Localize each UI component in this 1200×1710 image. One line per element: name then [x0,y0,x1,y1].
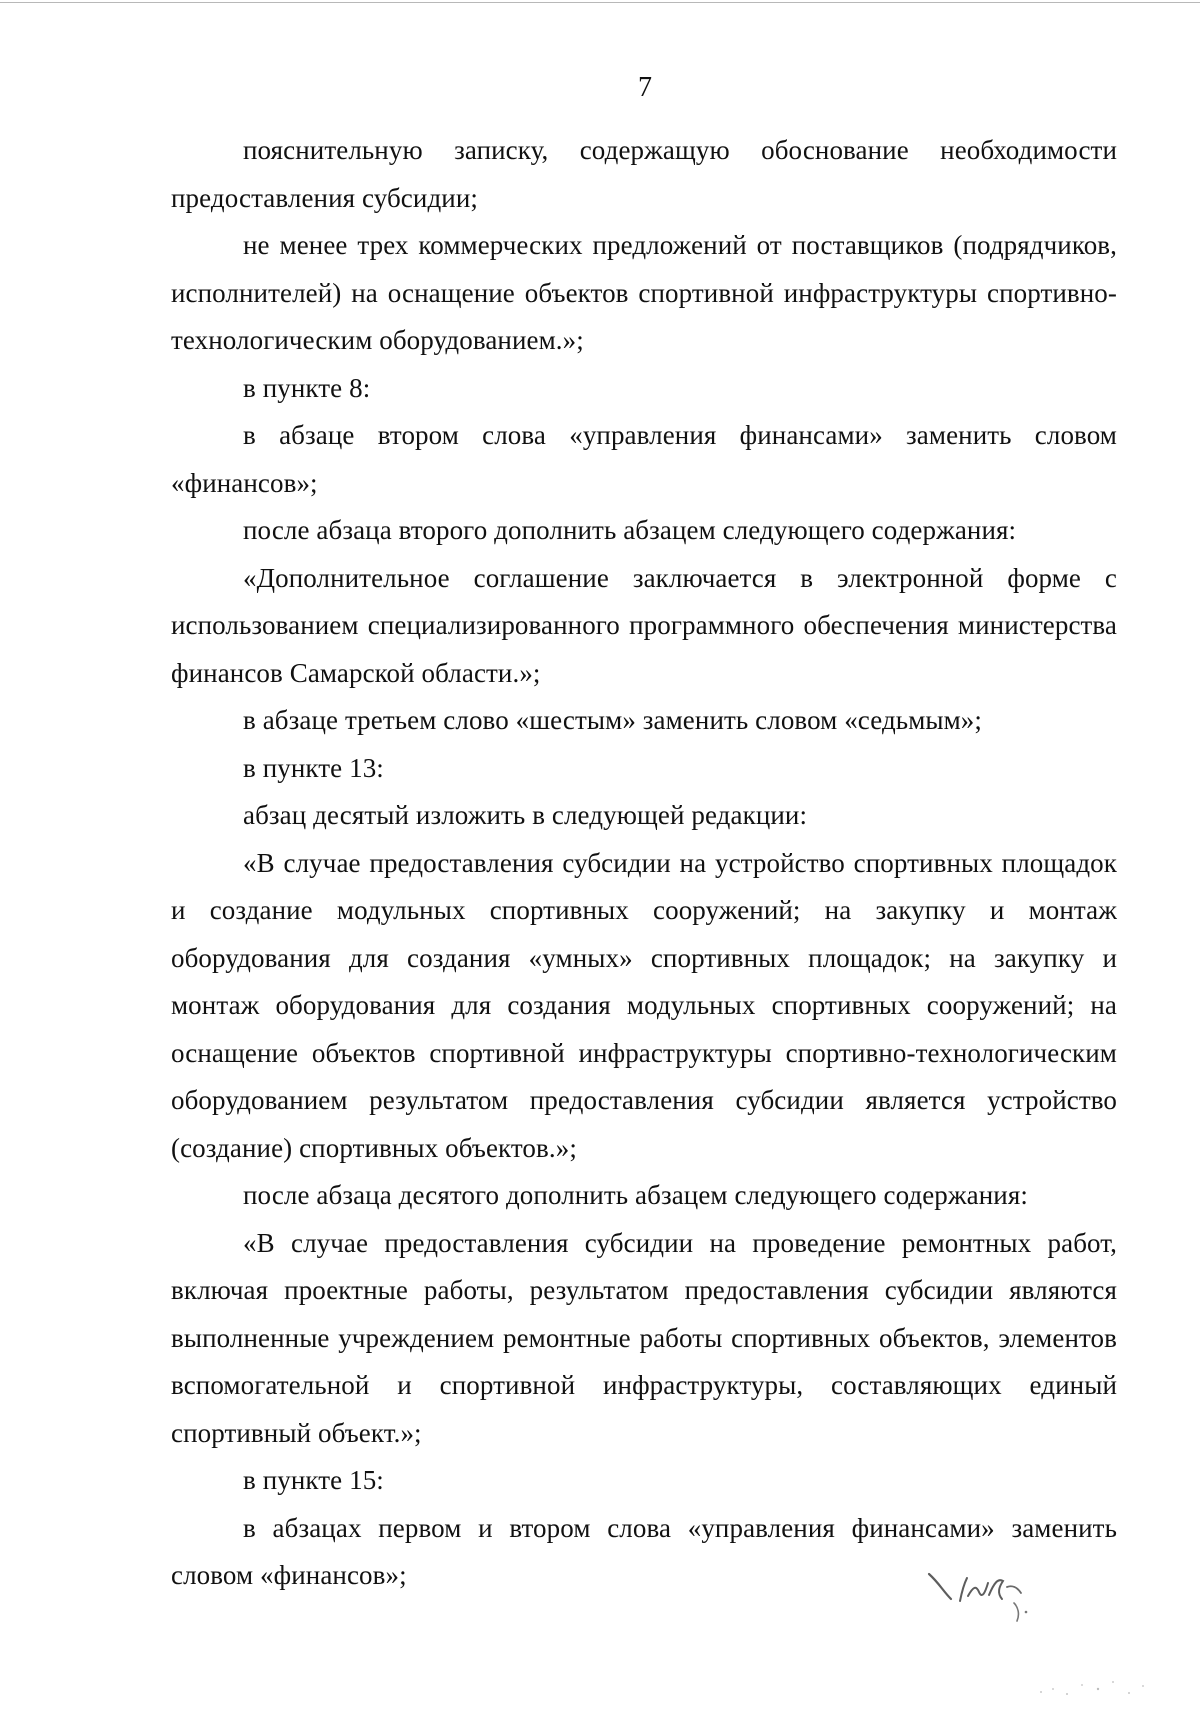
scan-top-border [0,2,1200,3]
handwritten-initials-signature [925,1565,1045,1635]
document-body [171,127,1117,1600]
paragraph: после абзаца десятого дополнить абзацем следующего содержания: [243,1180,1028,1210]
paragraph: «В случае предоставления субсидии на проведение ремонтных работ, включая проектные работы, результатом предоставления субсидии являются выполненные учреждением ремонтные работы спортивных объектов, элементов вспомогательной и спортивной инфраструктуры, составляющих единый спортивный объект.»; [171,1227,1117,1448]
paragraph: «Дополнительное соглашение заключается в электронной форме с использованием специализированного программного обеспечения министерства финансов Самарской области.»; [171,562,1117,688]
scan-noise-marks [1035,1665,1155,1700]
paragraph: в пункте 8: [243,372,371,403]
paragraph: не менее трех коммерческих предложений от поставщиков (подрядчиков, исполнителей) на оснащение объектов спортивной инфраструктуры спортивно-технологическим оборудованием.»; [171,230,1117,355]
paragraph: в пункте 15: [243,1465,384,1495]
page-number: 7 [638,72,652,103]
paragraph: «В случае предоставления субсидии на устройство спортивных площадок и создание модульных спортивных сооружений; на закупку и монтаж оборудования для создания «умных» спортивных площадок; на закупку и монтаж оборудования для создания модульных спортивных сооружений; на оснащение объектов спортивной инфраструктуры спортивно-технологическим оборудованием результатом предоставления субсидии является устройство (создание) спортивных объектов.»; [171,847,1117,1163]
paragraph: в абзацах первом и втором слова «управления финансами» заменить словом «финансов»; [171,1512,1117,1590]
paragraph: в абзаце третьем слово «шестым» заменить словом «седьмым»; [243,705,983,735]
paragraph: абзац десятый изложить в следующей редакции: [243,800,808,830]
paragraph: пояснительную записку, содержащую обоснование необходимости предоставления субсидии; [171,135,1117,213]
paragraph: в пункте 13: [243,752,384,783]
paragraph: в абзаце втором слова «управления финансами» заменить словом «финансов»; [171,420,1117,498]
paragraph: после абзаца второго дополнить абзацем следующего содержания: [243,515,1017,545]
